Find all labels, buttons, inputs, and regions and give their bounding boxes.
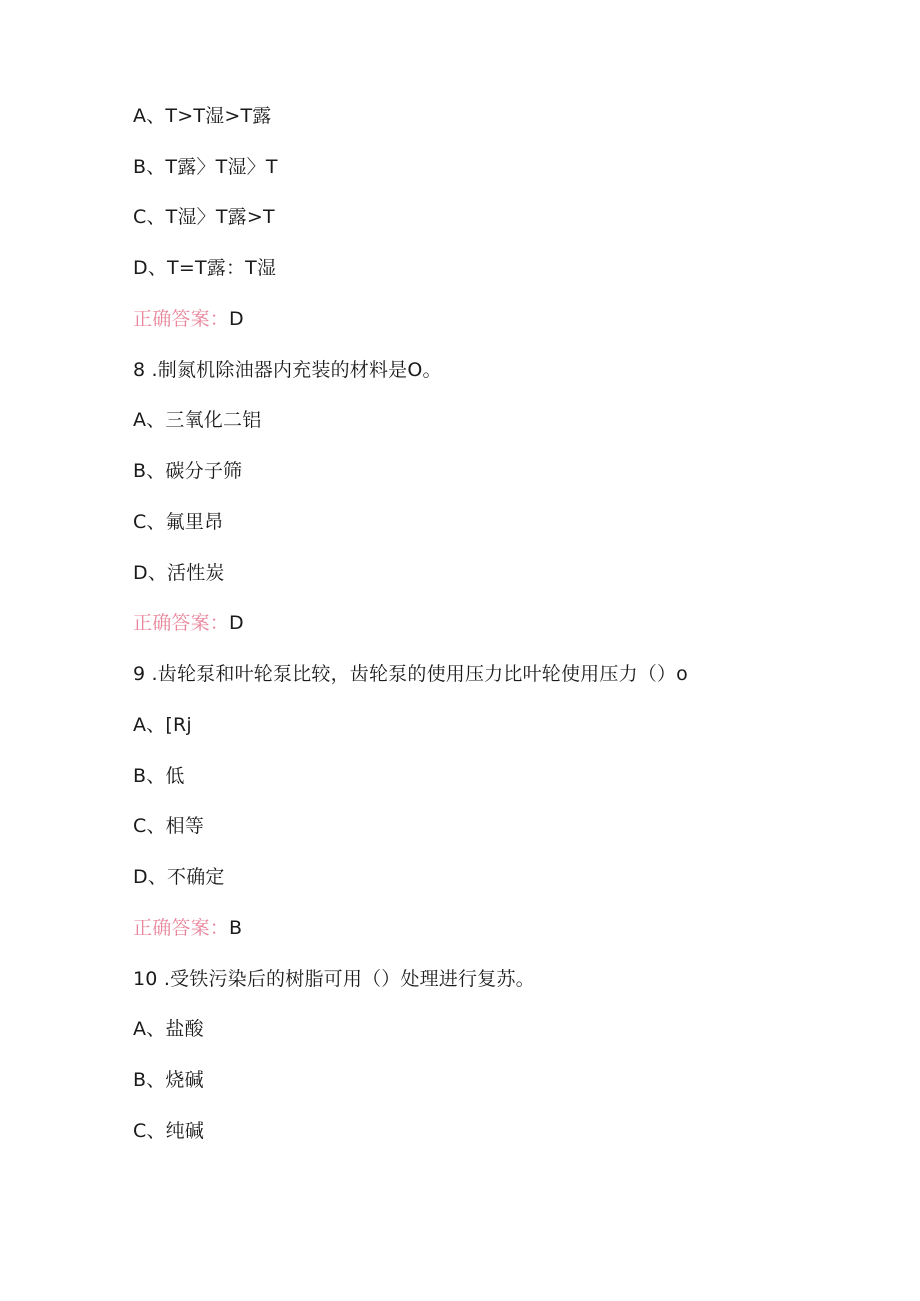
q9-option-c: C、相等 xyxy=(133,815,205,837)
q7-option-c: C、T湿〉T露>T xyxy=(133,206,275,228)
q10-stem: 10 .受铁污染后的树脂可用（）处理进行复苏。 xyxy=(133,968,535,990)
answer-value: D xyxy=(229,612,244,634)
q9-option-d: D、不确定 xyxy=(133,866,225,888)
q7-option-a: A、T>T湿>T露 xyxy=(133,105,272,127)
q10-option-a: A、盐酸 xyxy=(133,1018,204,1040)
q10-option-c: C、纯碱 xyxy=(133,1120,205,1142)
q10-option-b: B、烧碱 xyxy=(133,1069,204,1091)
answer-label: 正确答案： xyxy=(133,612,230,634)
q8-option-d: D、活性炭 xyxy=(133,562,225,584)
q8-option-a: A、三氧化二铝 xyxy=(133,409,262,431)
answer-value: B xyxy=(229,917,243,939)
answer-label: 正确答案： xyxy=(133,308,230,330)
q7-option-d: D、T=T露：T湿 xyxy=(133,257,277,279)
q8-option-c: C、氟里昂 xyxy=(133,511,224,533)
q7-answer xyxy=(133,307,244,331)
q9-answer xyxy=(133,916,242,940)
q8-answer xyxy=(133,611,244,635)
answer-label: 正确答案： xyxy=(133,917,230,939)
q7-option-b: B、T露〉T湿〉T xyxy=(133,156,278,178)
q8-option-b: B、碳分子筛 xyxy=(133,460,243,482)
q9-stem: 9 .齿轮泵和叶轮泵比较，齿轮泵的使用压力比叶轮使用压力（）o xyxy=(133,663,688,685)
q8-stem: 8 .制氮机除油器内充装的材料是O。 xyxy=(133,359,442,381)
answer-value: D xyxy=(229,308,244,330)
q9-option-a: A、[Rj xyxy=(133,714,192,736)
q9-option-b: B、低 xyxy=(133,765,185,787)
